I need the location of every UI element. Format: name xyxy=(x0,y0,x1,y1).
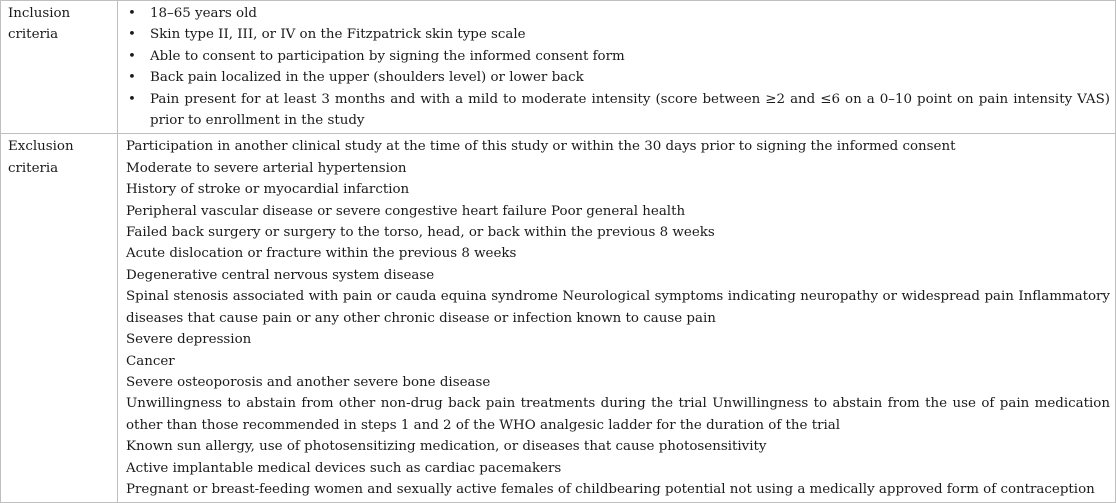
inclusion-item: • Able to consent to participation by signing the informed consent form xyxy=(126,46,1110,67)
inclusion-row xyxy=(1,1,1116,134)
exclusion-item: Severe depression xyxy=(126,332,252,348)
inclusion-item: • 18–65 years old xyxy=(126,3,1110,24)
inclusion-item: • Skin type II, III, or IV on the Fitzpatrick skin type scale xyxy=(126,24,1110,45)
exclusion-item: Active implantable medical devices such as cardiac pacemakers xyxy=(126,460,562,476)
exclusion-item: Moderate to severe arterial hypertension xyxy=(126,160,407,176)
exclusion-item: History of stroke or myocardial infarction xyxy=(126,182,410,198)
exclusion-item: Cancer xyxy=(126,353,175,369)
inclusion-list xyxy=(126,3,1110,131)
exclusion-item: Participation in another clinical study at the time of this study or within the 30 days prior to signing the informed consent xyxy=(126,139,956,155)
exclusion-label: Exclusion criteria xyxy=(1,134,118,503)
exclusion-item: Unwillingness to abstain from other non-drug back pain treatments during the trial Unwillingness to abstain from the use of pain medication other than those recommended in steps 1 and 2 of the WHO analgesic ladder for the duration of the trial xyxy=(126,396,1110,433)
exclusion-item: Spinal stenosis associated with pain or cauda equina syndrome Neurological symptoms indicating neuropathy or widespread pain Inflammatory diseases that cause pain or any other chronic disease or infection known to cause pain xyxy=(126,289,1110,326)
inclusion-criteria-cell xyxy=(118,1,1116,134)
exclusion-item: Severe osteoporosis and another severe bone disease xyxy=(126,374,491,390)
exclusion-row xyxy=(1,134,1116,503)
exclusion-item: Peripheral vascular disease or severe congestive heart failure Poor general health xyxy=(126,203,686,219)
exclusion-item: Failed back surgery or surgery to the torso, head, or back within the previous 8 weeks xyxy=(126,225,715,241)
exclusion-criteria-cell xyxy=(118,134,1116,503)
inclusion-item: • Pain present for at least 3 months and with a mild to moderate intensity (score between ≥2 and ≤6 on a 0–10 point on pain intensity VAS) prior to enrollment in the study xyxy=(126,89,1110,132)
exclusion-item: Pregnant or breast-feeding women and sexually active females of childbearing potential not using a medically approved form of contraception xyxy=(126,481,1095,497)
exclusion-item: Degenerative central nervous system disease xyxy=(126,267,435,283)
inclusion-item: • Back pain localized in the upper (shoulders level) or lower back xyxy=(126,67,1110,88)
exclusion-item: Known sun allergy, use of photosensitizing medication, or diseases that cause photosensitivity xyxy=(126,439,767,455)
exclusion-item: Acute dislocation or fracture within the previous 8 weeks xyxy=(126,246,517,262)
inclusion-label: Inclusion criteria xyxy=(1,1,118,134)
